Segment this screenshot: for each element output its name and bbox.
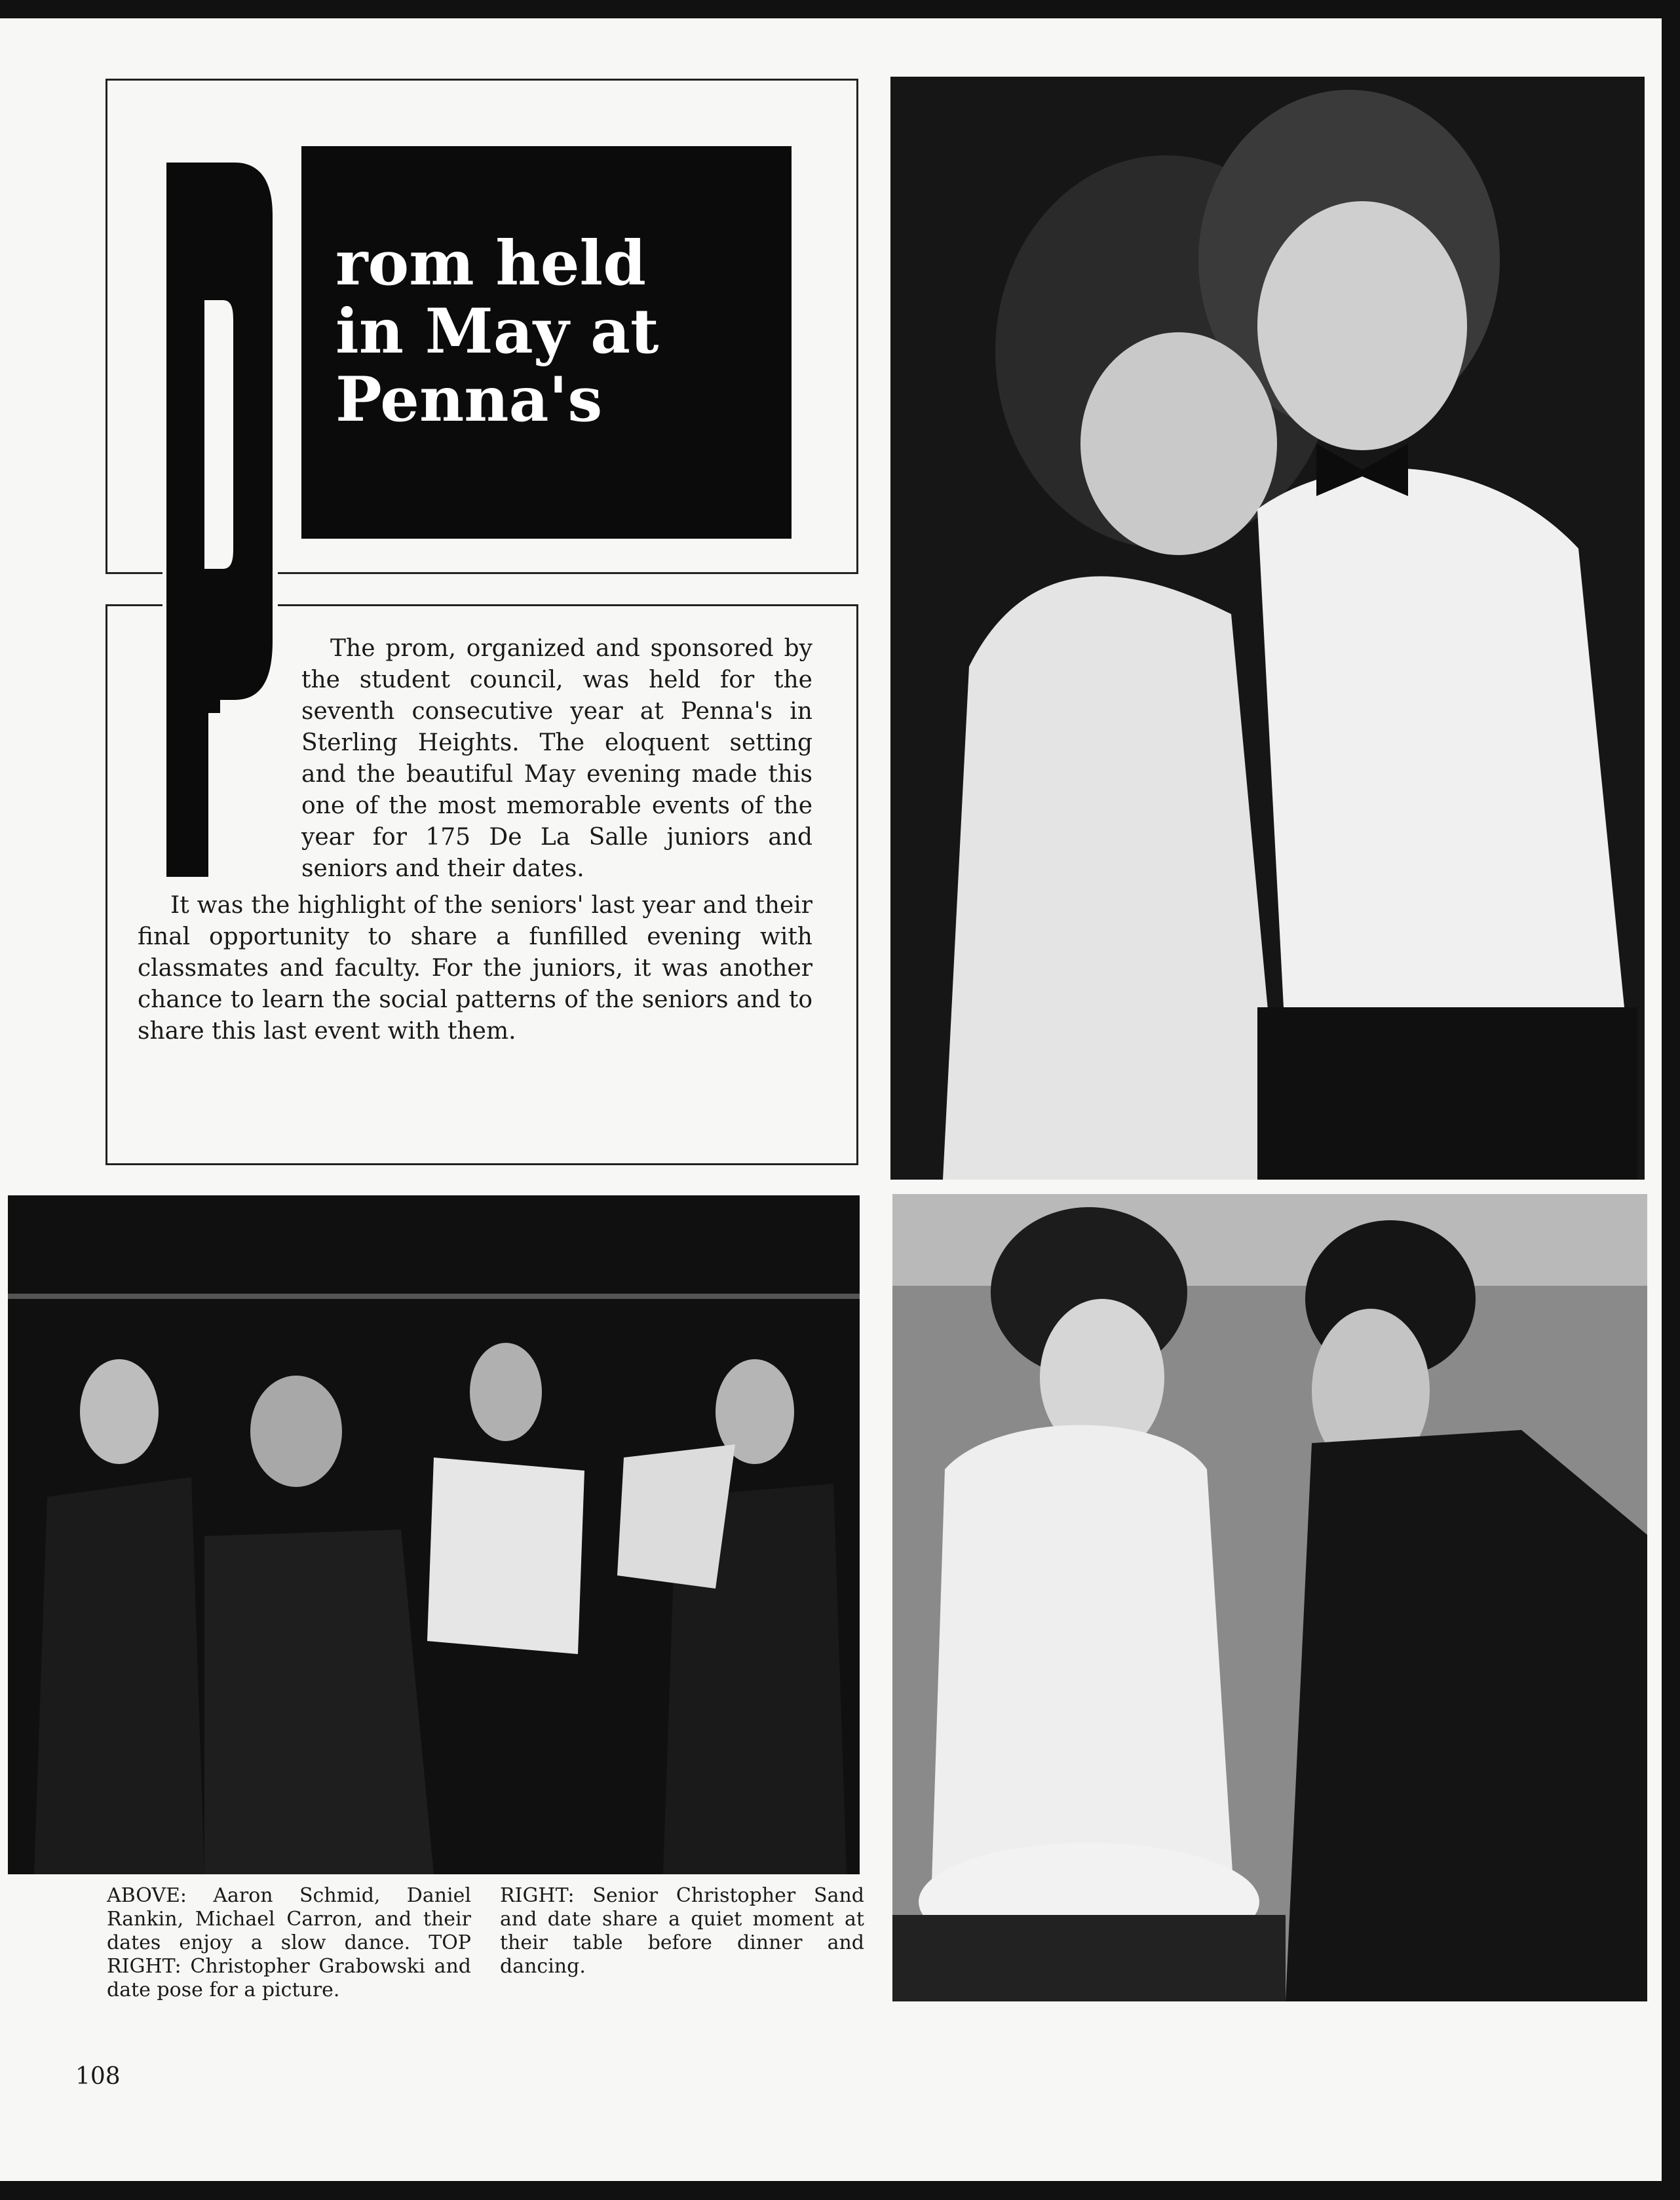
caption-right: RIGHT: Senior Christopher Sand and date share a quiet moment at their table before dinner and dancing. bbox=[500, 1884, 864, 1978]
caption-left: ABOVE: Aaron Schmid, Daniel Rankin, Michael Carron, and their dates enjoy a slow dance. TOP RIGHT: Christopher Grabowski and date pose for a picture. bbox=[107, 1884, 471, 2001]
page-number: 108 bbox=[75, 2063, 121, 2090]
headline: rom held in May at Penna's bbox=[335, 227, 659, 436]
photo-couple-at-table-image bbox=[892, 1194, 1647, 2001]
photo-couple-posing bbox=[890, 77, 1645, 1180]
photo-couple-at-table bbox=[892, 1194, 1647, 2001]
photo-slow-dance-image bbox=[8, 1195, 860, 1874]
photo-slow-dance bbox=[8, 1195, 860, 1874]
article-paragraph-2: It was the highlight of the seniors' last year and their final opportunity to share a funfilled evening with classmates and faculty. For the juniors, it was another chance to learn the social patterns of the seniors and to share this last event with them. bbox=[138, 892, 812, 1045]
photo-couple-posing-image bbox=[890, 77, 1645, 1180]
article-paragraph-1: The prom, organized and sponsored by the student council, was held for the seventh consecutive year at Penna's in Sterling Heights. The eloquent setting and the beautiful May evening made this one of the most memorable events of the year for 175 De La Salle juniors and seniors and their dates. bbox=[301, 635, 812, 882]
drop-cap bbox=[162, 143, 278, 894]
drop-cap-letter-p bbox=[162, 143, 278, 894]
